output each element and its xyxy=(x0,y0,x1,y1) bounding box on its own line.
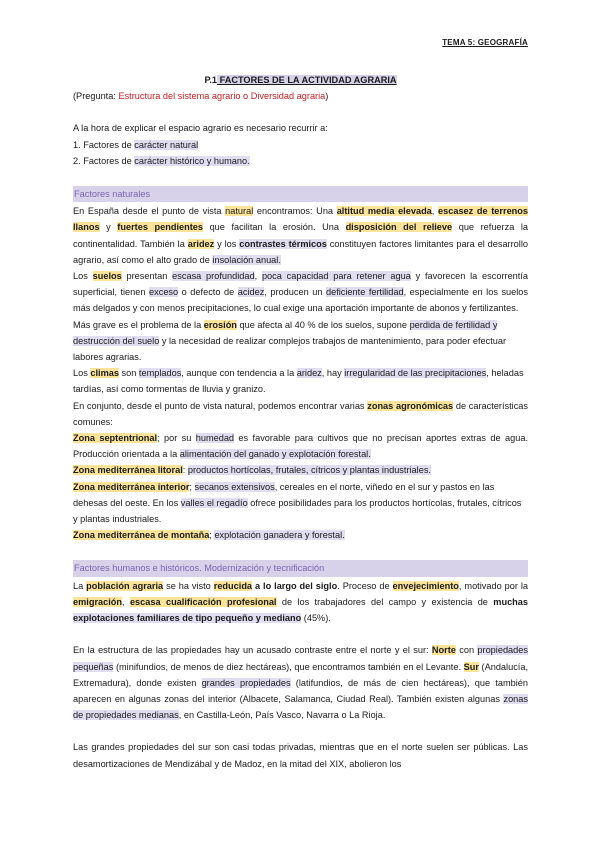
text: y xyxy=(99,222,118,233)
paragraph xyxy=(73,365,528,397)
text: con xyxy=(455,645,478,656)
highlight: Norte xyxy=(431,645,456,656)
section-title xyxy=(73,72,528,88)
highlight: escasa profundidad xyxy=(172,271,255,282)
text: encontramos: Una xyxy=(253,206,337,217)
zone-label: Zona septentrional xyxy=(73,433,158,444)
highlight: templados xyxy=(138,368,182,379)
text: de características comunes: xyxy=(73,400,528,427)
intro-item-1 xyxy=(73,137,528,153)
text: . Proceso de xyxy=(337,580,393,591)
highlight: suelos xyxy=(92,271,122,282)
text: , en Castilla-León, País Vasco, Navarra o La Rioja. xyxy=(178,710,386,721)
paragraph: Las grandes propiedades del sur son casi todas privadas, mientras que en el norte suelen ser públicas. Las desamortizaciones de Mendizábal y de Madoz, en la mitad del XIX, abolieron los xyxy=(73,742,528,769)
text: En la estructura de las propiedades hay un acusado contraste entre el norte y el sur: xyxy=(73,645,432,656)
bold-text: a lo largo del siglo xyxy=(252,580,338,591)
paragraph xyxy=(73,578,528,627)
text: , xyxy=(122,596,130,607)
paragraph xyxy=(73,268,528,317)
paragraph xyxy=(73,317,528,366)
zone-label: Zona mediterránea litoral xyxy=(73,465,183,476)
document-body xyxy=(73,72,528,772)
highlight: perdida de fertilidad y destrucción del suelo xyxy=(73,319,498,346)
text: (Andalucía, Extremadura), donde existen xyxy=(73,661,528,688)
highlight: explotación ganadera y forestal. xyxy=(214,530,345,541)
zone-mediterranea-litoral xyxy=(73,462,528,478)
text: La xyxy=(73,580,87,591)
text: (45%). xyxy=(301,613,331,624)
page-header: TEMA 5: GEOGRAFÍA xyxy=(442,38,528,47)
text: , aunque con tendencia a la xyxy=(181,368,297,379)
text: son xyxy=(118,368,139,379)
text: , especialmente en los suelos más delgados y con menos precipitaciones, lo cual exige una aportación importante de abonos y fertilizantes. xyxy=(73,287,528,314)
highlight: climas xyxy=(90,368,119,379)
text: , xyxy=(431,206,438,217)
text: se ha visto xyxy=(163,580,214,591)
text: (latifundios, de más de cien hectáreas), que también aparecen en algunas zonas del interior (Albacete, Salamanca, Ciudad Real). También existen algunas xyxy=(73,677,529,704)
text: ; xyxy=(209,530,215,541)
highlight: aridez xyxy=(296,368,322,379)
highlight: valles el regadío xyxy=(180,497,248,508)
highlight: contrastes térmicos xyxy=(239,238,327,249)
highlight: escasa cualificación profesional xyxy=(129,596,277,607)
highlight: altitud media elevada xyxy=(336,206,432,217)
highlight: acidez xyxy=(237,287,265,298)
highlight: grandes propiedades xyxy=(201,677,291,688)
intro-item-1-highlight: carácter natural xyxy=(134,139,199,150)
highlight: zonas de propiedades medianas xyxy=(73,693,528,721)
zone-label: Zona mediterránea de montaña xyxy=(73,530,210,541)
text: Los xyxy=(73,368,91,379)
highlight: escasez de terrenos llanos xyxy=(73,206,529,233)
text: ; por su xyxy=(157,433,196,444)
highlight: humedad xyxy=(195,433,235,444)
highlight: disposición del relieve xyxy=(345,222,453,233)
highlight: natural xyxy=(225,206,254,217)
zone-septentrional xyxy=(73,430,528,462)
question-line xyxy=(73,88,528,104)
text: , motivado por la xyxy=(458,580,529,591)
highlight: aridez xyxy=(187,238,215,249)
section-heading-natural: Factores naturales xyxy=(73,186,528,202)
highlight: irregularidad de las precipitaciones xyxy=(344,368,487,379)
text: , cereales en el norte, viñedo en el sur y pastos en las dehesas del oeste. En los xyxy=(73,481,495,508)
section-heading-humanos: Factores humanos e históricos. Modernización y tecnificación xyxy=(73,560,528,576)
text: : xyxy=(182,465,188,476)
highlight: deficiente fertilidad xyxy=(325,287,404,298)
text: constituyen factores limitantes para el desarrollo agrario, así como el alto grado de xyxy=(73,238,528,265)
text: , hay xyxy=(321,368,345,379)
intro-item-2 xyxy=(73,153,528,169)
text: ofrece posibilidades para los productos hortícolas, frutales, cítricos y plantas industriales. xyxy=(73,497,522,525)
text: y los xyxy=(214,238,240,249)
highlight: envejecimiento xyxy=(392,580,459,591)
text: , producen un xyxy=(264,287,326,298)
text: (minifundios, de menos de diez hectáreas), que encontramos también en el Levante. xyxy=(113,661,464,672)
intro-item-1-prefix: 1. Factores de xyxy=(73,139,135,150)
text: Los xyxy=(73,271,93,282)
text: o defecto de xyxy=(178,287,238,298)
text: , heladas tardías, así como tormentas de lluvia y granizo. xyxy=(73,368,524,395)
highlight: reducida xyxy=(213,580,253,591)
intro-item-2-highlight: carácter histórico y humano. xyxy=(134,155,250,166)
text: y favorecen la escorrentía superficial, tienen xyxy=(73,271,529,298)
text: es favorable para cultivos que no precisan aportes extras de agua. Producción orientada a la xyxy=(73,433,528,460)
highlight: exceso xyxy=(149,287,179,298)
text: que facilitan la erosión. Una xyxy=(203,222,346,233)
highlight: secanos extensivos xyxy=(194,481,275,492)
question-close: ) xyxy=(325,91,329,102)
highlight: propiedades pequeñas xyxy=(73,645,528,672)
paragraph xyxy=(73,203,528,268)
intro-line: A la hora de explicar el espacio agrario es necesario recurrir a: xyxy=(73,123,328,134)
highlight: poca capacidad para retener agua xyxy=(261,271,411,282)
text: presentan xyxy=(121,271,173,282)
zone-label: Zona mediterránea interior xyxy=(73,481,190,492)
highlight: erosión xyxy=(203,319,237,330)
title-number: P.1 xyxy=(204,75,218,85)
question-open: (Pregunta: xyxy=(73,91,119,102)
highlight: explotaciones familiares de tipo pequeño y mediano xyxy=(73,613,302,624)
highlight: fuertes pendientes xyxy=(117,222,203,233)
bold-text: muchas xyxy=(493,596,529,607)
text: de los trabajadores del campo y existencia de xyxy=(276,596,494,607)
highlight: emigración xyxy=(73,596,123,607)
text: Más grave es el problema de la xyxy=(73,319,204,330)
question-topic: Estructura del sistema agrario o Diversidad agraria xyxy=(118,91,326,102)
text: que refuerza la continentalidad. También la xyxy=(73,222,529,249)
text: ; xyxy=(189,481,195,492)
text: En conjunto, desde el punto de vista natural, podemos encontrar varias xyxy=(73,400,368,411)
text: que afecta al 40 % de los suelos, supone xyxy=(236,319,410,330)
highlight: Sur xyxy=(463,661,479,672)
text: , xyxy=(254,271,262,282)
highlight: insolación anual. xyxy=(212,254,281,265)
zone-mediterranea-interior xyxy=(73,479,528,528)
text: y la necesidad de realizar complejos trabajos de mantenimiento, para poder efectuar labores agrarias. xyxy=(73,335,507,363)
title-text: FACTORES DE LA ACTIVIDAD AGRARIA xyxy=(217,75,397,85)
highlight: población agraria xyxy=(86,580,164,591)
paragraph xyxy=(73,642,528,723)
highlight: alimentación del ganado y explotación forestal. xyxy=(179,449,371,460)
highlight: zonas agronómicas xyxy=(367,400,454,411)
text: En España desde el punto de vista xyxy=(73,206,226,217)
zone-mediterranea-montana xyxy=(73,527,528,543)
paragraph xyxy=(73,398,528,430)
highlight: productos hortícolas, frutales, cítricos y plantas industriales. xyxy=(187,465,431,476)
intro-item-2-prefix: 2. Factores de xyxy=(73,155,135,166)
